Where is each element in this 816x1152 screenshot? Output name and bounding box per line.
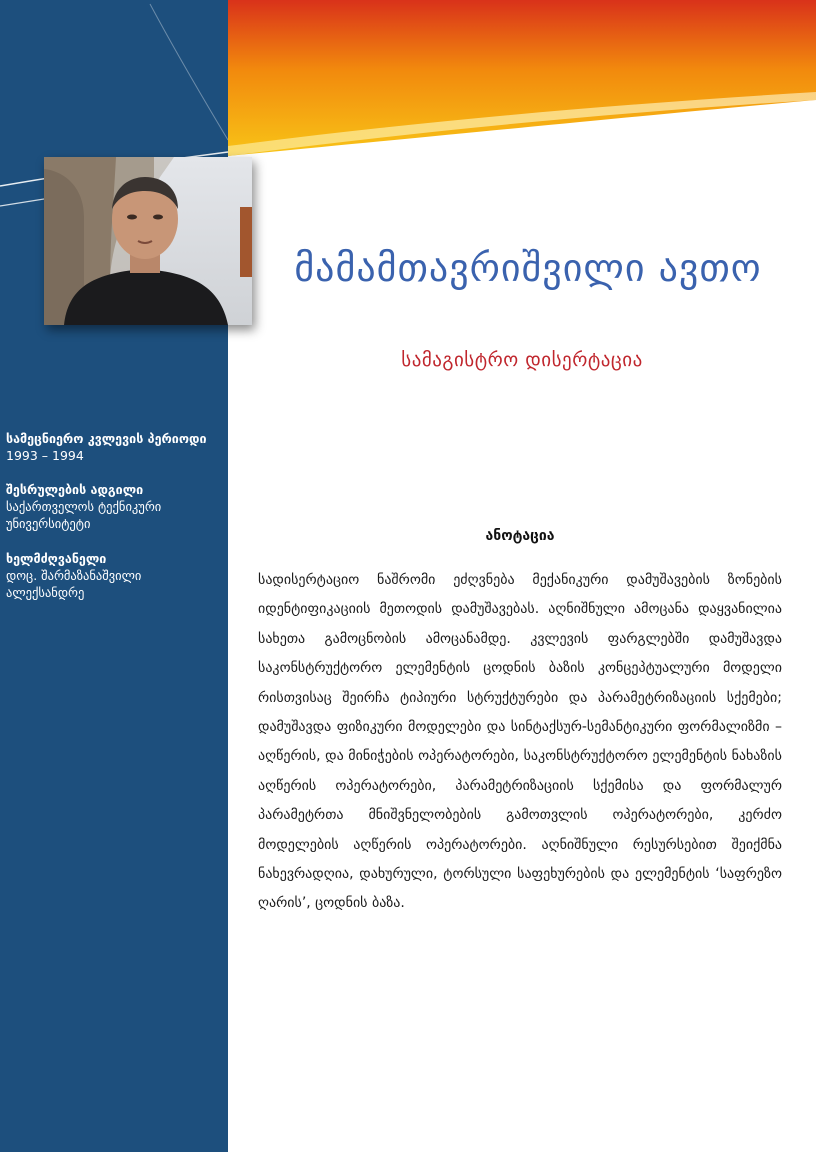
abstract-text: სადისერტაციო ნაშრომი ეძღვნება მექანიკური დამუშავების ზონების იდენტიფიკაციის მეთოდის დამუშავებას. აღნიშნული ამოცანა დაყვანილია სახეთა გამოცნობის ამოცანამდე. კვლევის ფარგლებში დამუშავდა საკონსტრუქტორო ელემენტის ცოდნის ბაზის კონცეპტუალური მოდელი რისთვისაც შეირჩა ტიპიური სტრუქტურები და პარამეტრიზაციის სქემები; დამუშავდა ფიზიკური მოდელები და სინტაქსურ-სემანტიკური ფორმალიზმი – აღწერის, და მინიჭების ოპერატორები, საკონსტრუქტორო ელემენტის ნახაზის აღწერის ოპერატორები, პარამეტრიზაციის სქემისა და ფორმალურ პარამეტრთა მნიშვნელობების გამოთვლის ოპერატორები, კერძო მოდელების აღწერის ოპერატორები. აღნიშნული რესურსებით შეიქმნა ნახევრადღია, დახურული, ტორსული საფეხურების და ელემენტის ‘საფრეზო ღარის’, ცოდნის ბაზა.: [258, 572, 782, 912]
research-period-block: [6, 431, 224, 464]
place-block: [6, 482, 224, 532]
place-label: შესრულების ადგილი: [6, 482, 144, 497]
page-title: მამამთავრიშვილი ავთო: [294, 246, 762, 290]
place-value: საქართველოს ტექნიკური უნივერსიტეტი: [6, 499, 162, 531]
author-photo: [44, 157, 252, 325]
page-subtitle: სამაგისტრო დისერტაცია: [401, 349, 643, 371]
abstract-title: ანოტაცია: [485, 528, 555, 544]
research-period-value: 1993 – 1994: [6, 448, 84, 463]
supervisor-label: ხელმძღვანელი: [6, 551, 107, 566]
supervisor-block: [6, 551, 224, 601]
research-period-label: სამეცნიერო კვლევის პერიოდი: [6, 431, 207, 446]
supervisor-value: დოც. შარმაზანაშვილი ალექსანდრე: [6, 568, 142, 600]
